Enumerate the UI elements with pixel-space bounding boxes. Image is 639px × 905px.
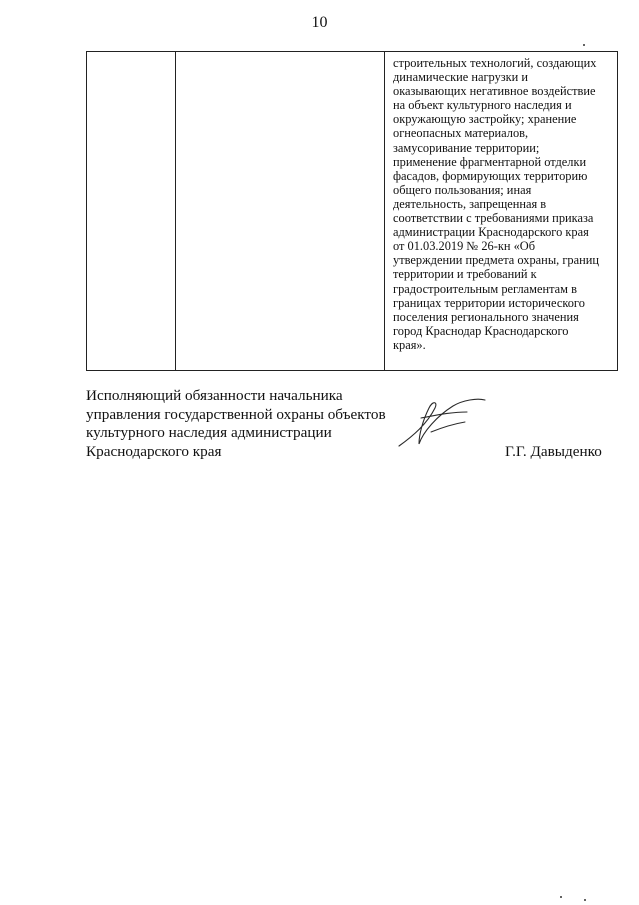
text-line: замусоривание территории; [393, 140, 540, 155]
handwritten-signature [393, 394, 489, 452]
restrictions-text [385, 52, 617, 352]
text-line: территории и требований к [393, 267, 537, 282]
table-row [87, 52, 618, 371]
table-cell-description [176, 52, 385, 371]
signatory-position [86, 387, 386, 461]
requirements-table [86, 51, 618, 371]
scan-speck [560, 896, 562, 898]
position-line: культурного наследия администрации [86, 424, 332, 442]
scan-speck [583, 44, 585, 46]
text-line: от 01.03.2019 № 26-кн «Об [393, 239, 536, 254]
text-line: оказывающих негативное воздействие [393, 84, 596, 99]
text-line: деятельность, запрещенная в [393, 196, 547, 211]
text-line: соответствии с требованиями приказа [393, 211, 594, 226]
position-line: Краснодарского края [86, 442, 222, 460]
table-cell-restrictions [385, 52, 618, 371]
text-line: окружающую застройку; хранение [393, 112, 577, 127]
text-line: огнеопасных материалов, [393, 126, 529, 141]
text-line: утверждении предмета охраны, границ [393, 253, 600, 268]
text-line: общего пользования; иная [393, 182, 532, 197]
text-line: поселения регионального значения [393, 309, 579, 324]
signer-name: Г.Г. Давыденко [505, 443, 602, 460]
text-line: на объект культурного наследия и [393, 98, 572, 113]
text-line: применение фрагментарной отделки [393, 154, 587, 169]
scan-speck [584, 899, 586, 901]
position-line: управления государственной охраны объектов [86, 405, 386, 423]
table-cell-number [87, 52, 176, 371]
text-line: градостроительным регламентам в [393, 281, 577, 296]
page-number: 10 [311, 14, 328, 31]
text-line: строительных технологий, создающих [393, 56, 597, 70]
text-line: края». [393, 337, 426, 352]
text-line: администрации Краснодарского края [393, 225, 589, 240]
text-line: границах территории исторического [393, 295, 585, 310]
position-line: Исполняющий обязанности начальника [86, 387, 343, 404]
text-line: город Краснодар Краснодарского [393, 323, 569, 338]
text-line: фасадов, формирующих территорию [393, 168, 588, 183]
text-line: динамические нагрузки и [393, 70, 529, 85]
